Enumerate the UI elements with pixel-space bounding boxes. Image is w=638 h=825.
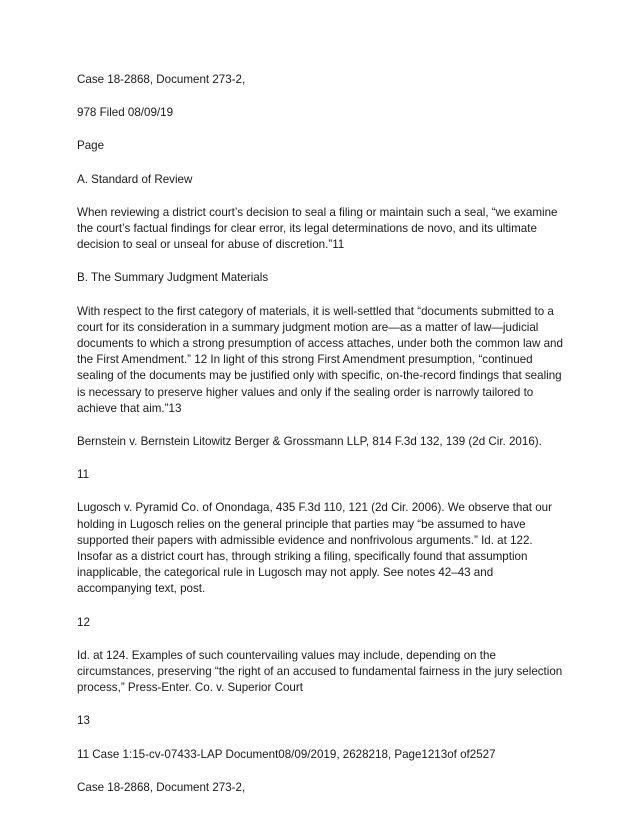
- case-header-repeat: Case 18-2868, Document 273-2,: [77, 780, 246, 794]
- section-heading-standard-of-review: A. Standard of Review: [77, 172, 193, 186]
- filed-date: 978 Filed 08/09/19: [77, 106, 174, 120]
- footnote-number-13: 13: [77, 714, 90, 728]
- standard-of-review-paragraph: When reviewing a district court’s decision to seal a filing or maintain such a seal, “we examine the court’s factual findings for clear error, its legal determinations de novo, and its ultimate decision to seal or unseal for abuse of discretion.”11: [77, 205, 558, 252]
- footnote-number-11: 11: [77, 468, 90, 482]
- footnote-citation-bernstein: Bernstein v. Bernstein Litowitz Berger & Grossmann LLP, 814 F.3d 132, 139 (2d Cir. 2016).: [77, 435, 542, 449]
- page-footer-case-line: 11 Case 1:15-cv-07433-LAP Document08/09/2019, 2628218, Page1213of of2527: [77, 747, 496, 761]
- case-header: Case 18-2868, Document 273-2,: [77, 73, 246, 86]
- summary-judgment-paragraph: With respect to the first category of materials, it is well-settled that “documents submitted to a court for its consideration in a summary judgment motion are—as a matter of law—judicial documents to which a strong presumption of access attaches, under both the common law and the First Amendment.” 12 In light of this strong First Amendment presumption, “continued sealing of the documents may be justified only with specific, on-the-record findings that sealing is necessary to preserve higher values and only if the sealing order is narrowly tailored to achieve that aim.”13: [77, 304, 563, 415]
- section-heading-summary-judgment: B. The Summary Judgment Materials: [77, 271, 269, 285]
- footnote-press-enterprise: Id. at 124. Examples of such countervailing values may include, depending on the circumstances, preserving “the right of an accused to fundamental fairness in the jury selection process,” Press-Enter. Co. v. Superior Court: [77, 648, 563, 695]
- footnote-lugosch: Lugosch v. Pyramid Co. of Onondaga, 435 F.3d 110, 121 (2d Cir. 2006). We observe that our holding in Lugosch relies on the general principle that parties may “be assumed to have supported their papers with admissible evidence and nonfrivolous arguments.” Id. at 122. Insofar as a district court has, through striking a filing, specifically found that assumption inapplicable, the categorical rule in Lugosch may not apply. See notes 42–43 and accompanying text, post.: [77, 501, 552, 596]
- footnote-number-12: 12: [77, 615, 90, 629]
- page-label: Page: [77, 139, 105, 153]
